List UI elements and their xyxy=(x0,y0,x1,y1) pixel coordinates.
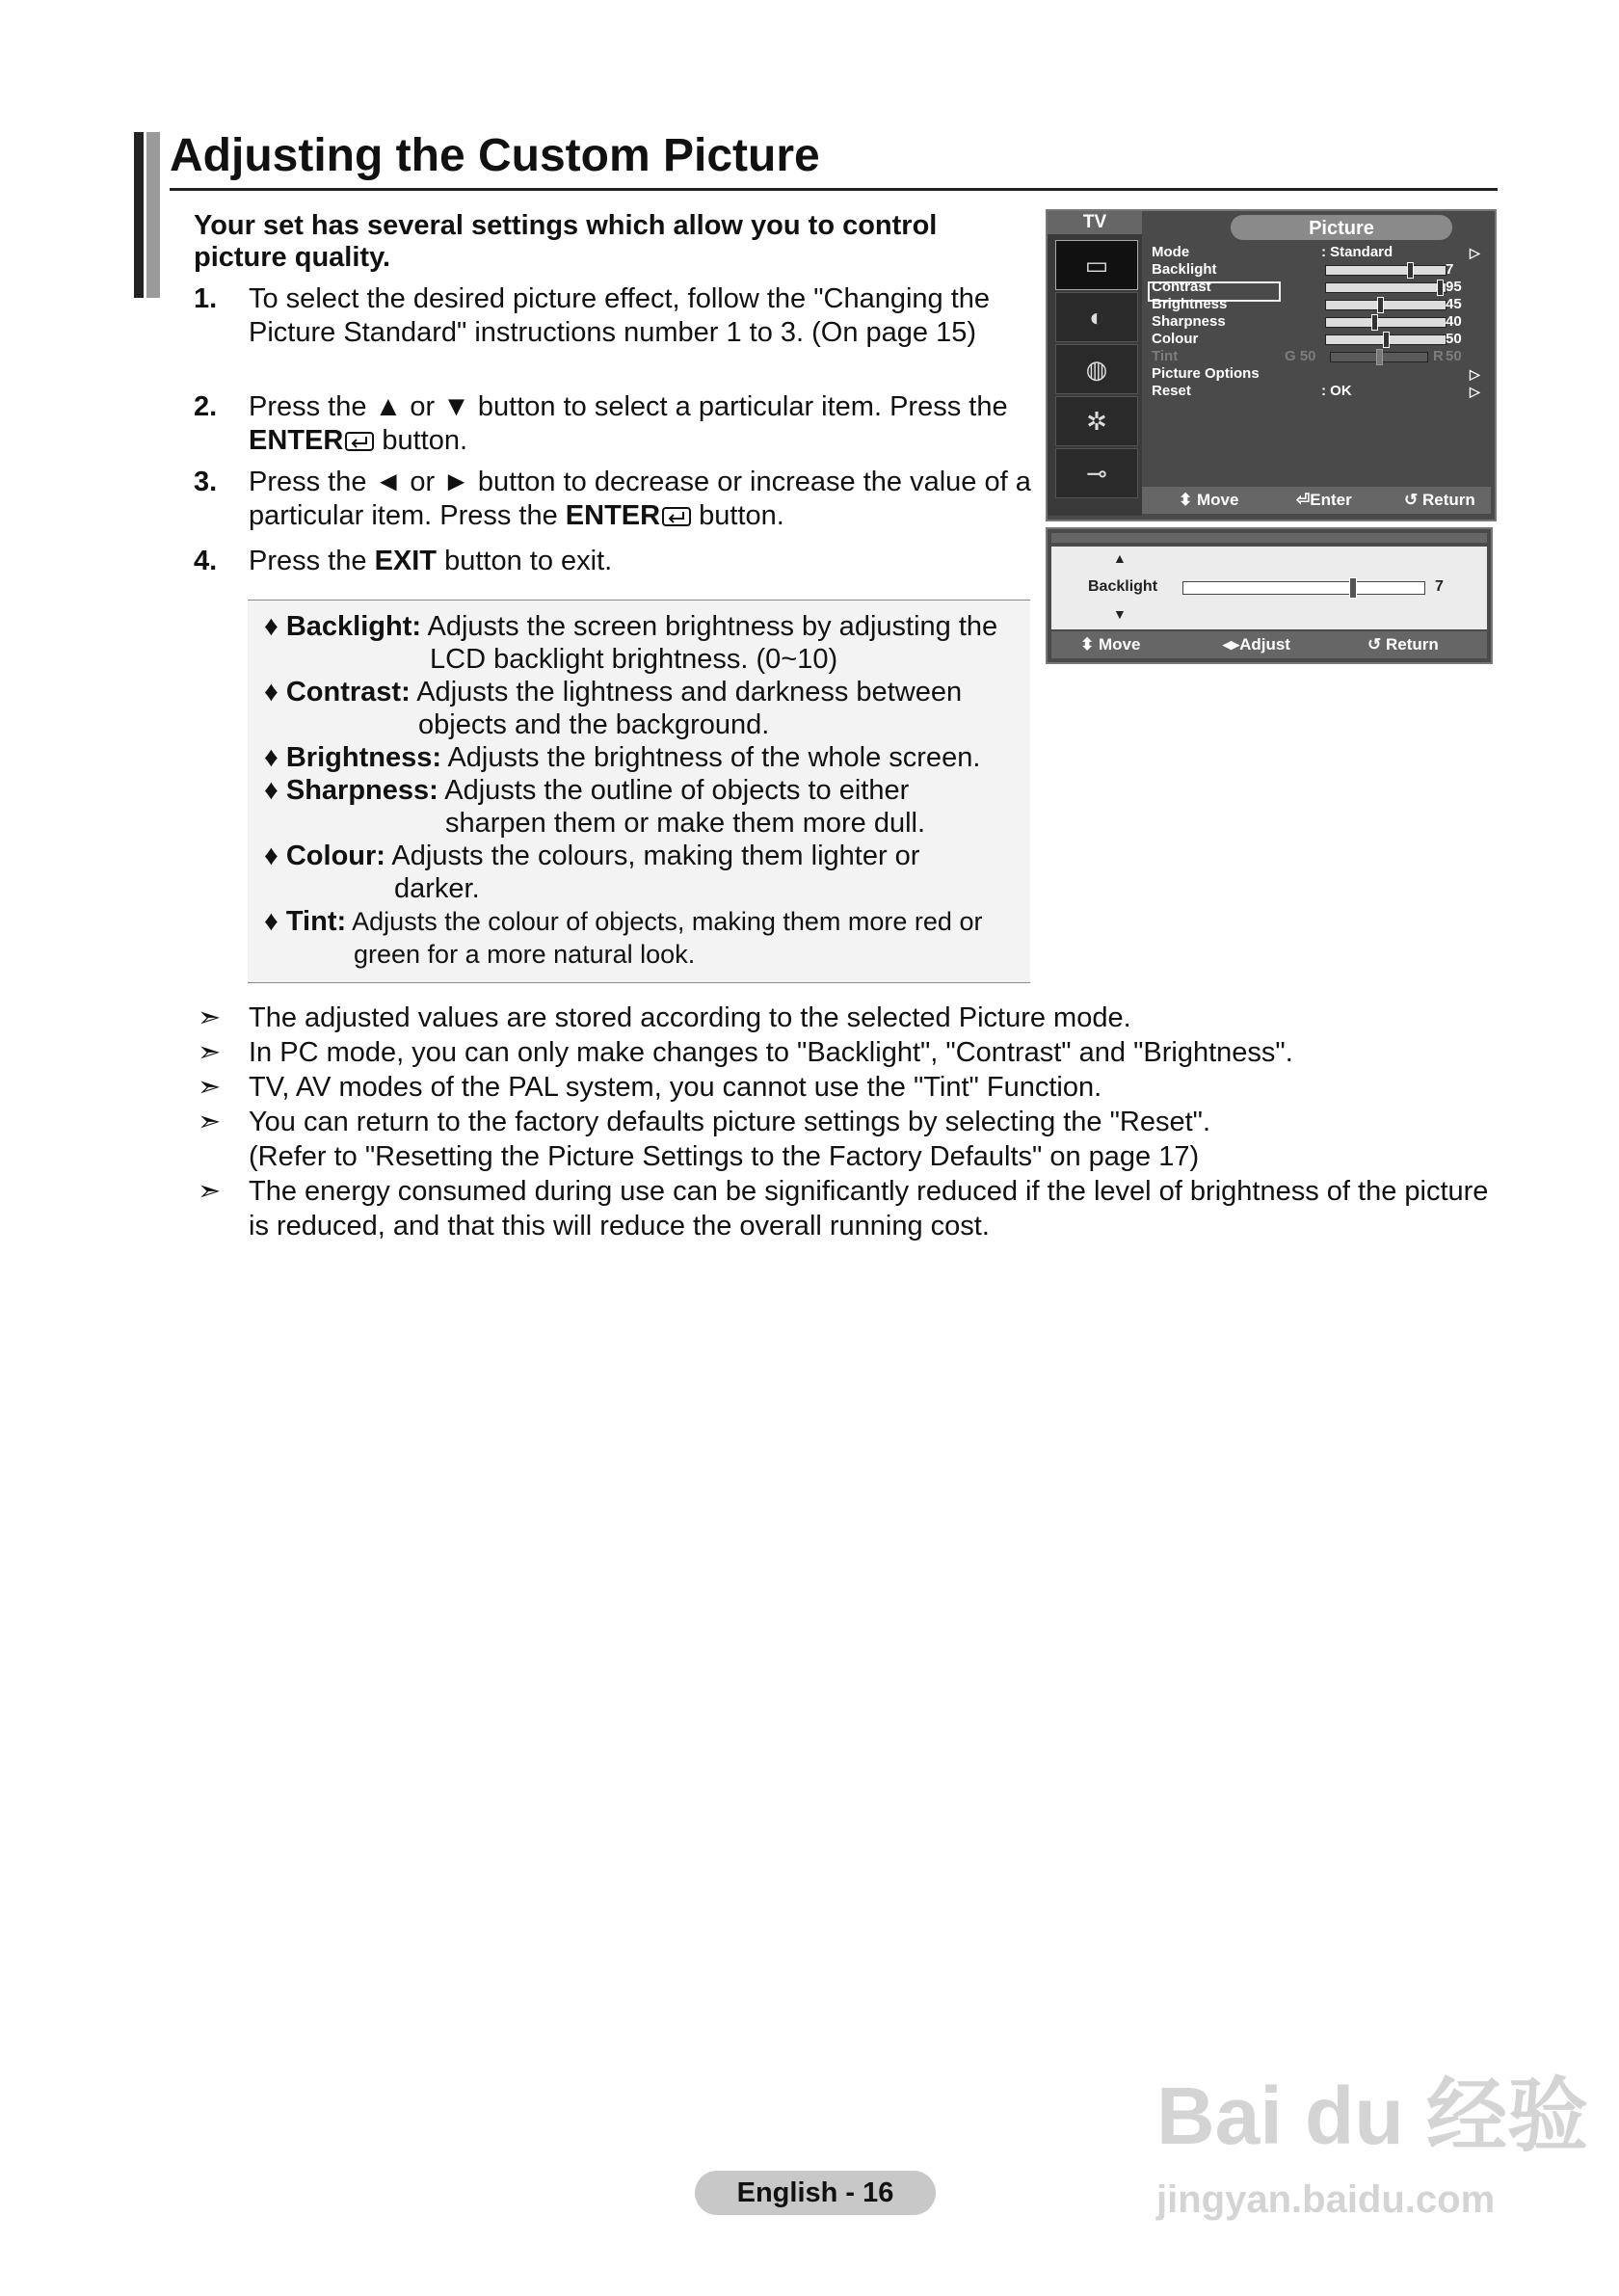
updown-icon: ⬍ xyxy=(1179,491,1193,509)
submenu-arrow-icon: ▷ xyxy=(1470,245,1480,260)
osd-row-picture-options: Picture Options ▷ xyxy=(1152,365,1480,382)
osd-slider xyxy=(1325,265,1446,276)
step-text: Press the EXIT button to exit. xyxy=(249,546,613,576)
osd-slider xyxy=(1325,334,1446,345)
return-hint: ↺ Return xyxy=(1404,491,1475,509)
enter-hint: ⏎Enter xyxy=(1296,491,1352,509)
step-4 xyxy=(194,545,1042,579)
enter-key-label: ENTER xyxy=(565,500,661,531)
osd-slider xyxy=(1325,282,1446,293)
definitions-box xyxy=(248,600,1030,983)
osd-picture-menu xyxy=(1046,209,1497,521)
step-number: 4. xyxy=(194,546,218,576)
osd-slider xyxy=(1325,300,1446,310)
return-icon: ↺ xyxy=(1367,635,1382,654)
step-3 xyxy=(194,466,1042,535)
slider-knob xyxy=(1437,280,1444,296)
enter-key-label: ENTER xyxy=(249,425,344,456)
adjust-slider[interactable] xyxy=(1182,581,1425,595)
title-divider xyxy=(170,188,1498,191)
note-item: ➣ You can return to the factory defaults picture settings by selecting the "Reset". (Refer to "Resetting the Picture Settings to the Factory Defaults" on page 17) xyxy=(198,1107,1211,1172)
osd-row-brightness: Brightness 45 xyxy=(1152,296,1462,312)
osd-footer xyxy=(1142,487,1491,514)
step-number: 2. xyxy=(194,391,218,422)
watermark-url: jingyan.baidu.com xyxy=(1156,2178,1496,2221)
header-accent-bar-dark xyxy=(134,132,144,298)
definition-tint: ♦ Tint: Adjusts the colour of objects, making them more red or green for a more natural look. xyxy=(264,906,983,969)
osd-row-mode: Mode : Standard ▷ xyxy=(1152,244,1480,260)
osd-tab-picture: Picture xyxy=(1231,215,1452,240)
down-arrow-icon: ▼ xyxy=(1113,606,1127,622)
submenu-arrow-icon: ▷ xyxy=(1470,384,1480,399)
slider-knob xyxy=(1371,314,1378,331)
note-item: ➣ TV, AV modes of the PAL system, you cannot use the "Tint" Function. xyxy=(198,1072,1102,1103)
osd-slider xyxy=(1330,352,1428,362)
osd-row-tint: Tint G 50 R 50 xyxy=(1152,348,1462,364)
osd-row-sharpness: Sharpness 40 xyxy=(1152,313,1462,330)
osd-row-reset: Reset : OK ▷ xyxy=(1152,383,1480,399)
slider-knob xyxy=(1376,349,1383,365)
adjust-hint: ◂▸Adjust xyxy=(1223,635,1290,654)
osd-sidebar xyxy=(1048,211,1142,516)
input-menu-icon: ⊸ xyxy=(1055,448,1138,498)
adjust-label: Backlight xyxy=(1088,578,1158,595)
step-2 xyxy=(194,390,1042,460)
definition-brightness: ♦ Brightness: Adjusts the brightness of the whole screen. xyxy=(264,742,981,773)
definition-colour: ♦ Colour: Adjusts the colours, making them lighter or darker. xyxy=(264,841,920,904)
enter-icon xyxy=(345,432,374,451)
osd-row-colour: Colour 50 xyxy=(1152,331,1462,347)
adjust-value: 7 xyxy=(1435,578,1444,595)
updown-icon: ⬍ xyxy=(1080,635,1095,654)
enter-icon: ⏎ xyxy=(1296,491,1311,509)
osd-adjust-body xyxy=(1051,547,1487,629)
step-number: 1. xyxy=(194,283,218,314)
note-arrow-icon: ➣ xyxy=(198,1037,222,1068)
page-number: English - 16 xyxy=(695,2171,936,2215)
osd-row-contrast: Contrast 95 xyxy=(1152,279,1462,295)
exit-key-label: EXIT xyxy=(374,546,438,576)
submenu-arrow-icon: ▷ xyxy=(1470,366,1480,382)
slider-knob xyxy=(1407,262,1414,279)
osd-slider xyxy=(1325,317,1446,328)
note-item: ➣ The adjusted values are stored according to the selected Picture mode. xyxy=(198,1002,1131,1033)
step-number: 3. xyxy=(194,467,218,497)
picture-menu-icon: ▭ xyxy=(1055,240,1138,290)
sound-menu-icon: ◐ xyxy=(1055,292,1138,342)
step-text: To select the desired picture effect, follow the "Changing the Picture Standard" instructions number 1 to 3. (On page 15) xyxy=(249,283,991,348)
move-hint: ⬍ Move xyxy=(1179,491,1239,509)
slider-knob xyxy=(1377,297,1384,313)
definition-backlight: ♦ Backlight: Adjusts the screen brightness by adjusting the LCD backlight brightness. (0~10) xyxy=(264,611,998,675)
osd-row-backlight: Backlight 7 xyxy=(1152,261,1454,278)
step-text: Press the ◄ or ► button to decrease or increase the value of a particular item. Press the ENTER button. xyxy=(249,467,1031,531)
note-item: ➣ The energy consumed during use can be significantly reduced if the level of brightness of the picture is reduced, and that this will reduce the overall running cost. xyxy=(198,1176,1489,1241)
osd-footer xyxy=(1051,631,1487,658)
slider-knob xyxy=(1383,332,1390,348)
enter-icon xyxy=(662,507,691,526)
intro-text: Your set has several settings which allow you to control picture quality. xyxy=(194,210,938,273)
channel-menu-icon: ◍ xyxy=(1055,344,1138,394)
leftright-icon: ◂▸ xyxy=(1223,635,1240,654)
slider-knob[interactable] xyxy=(1349,577,1357,599)
up-arrow-icon: ▲ xyxy=(1113,550,1127,566)
note-arrow-icon: ➣ xyxy=(198,1002,222,1033)
setup-menu-icon: ✲ xyxy=(1055,396,1138,446)
note-arrow-icon: ➣ xyxy=(198,1176,222,1207)
return-icon: ↺ xyxy=(1404,491,1419,509)
header-accent-bar-light xyxy=(146,132,160,298)
note-arrow-icon: ➣ xyxy=(198,1072,222,1103)
osd-adjust-panel xyxy=(1046,527,1493,664)
page-title: Adjusting the Custom Picture xyxy=(170,130,820,181)
definition-contrast: ♦ Contrast: Adjusts the lightness and darkness between objects and the background. xyxy=(264,677,963,740)
step-1 xyxy=(194,282,1042,388)
osd-tv-label: TV xyxy=(1048,211,1142,234)
step-text: Press the ▲ or ▼ button to select a particular item. Press the ENTER button. xyxy=(249,391,1008,456)
note-arrow-icon: ➣ xyxy=(198,1107,222,1137)
note-item: ➣ In PC mode, you can only make changes to "Backlight", "Contrast" and "Brightness". xyxy=(198,1037,1293,1068)
return-hint: ↺ Return xyxy=(1367,635,1439,654)
watermark-logo: Bai du 经验 xyxy=(1156,2070,1589,2161)
definition-sharpness: ♦ Sharpness: Adjusts the outline of objects to either sharpen them or make them more dull. xyxy=(264,775,926,839)
move-hint: ⬍ Move xyxy=(1080,635,1141,654)
